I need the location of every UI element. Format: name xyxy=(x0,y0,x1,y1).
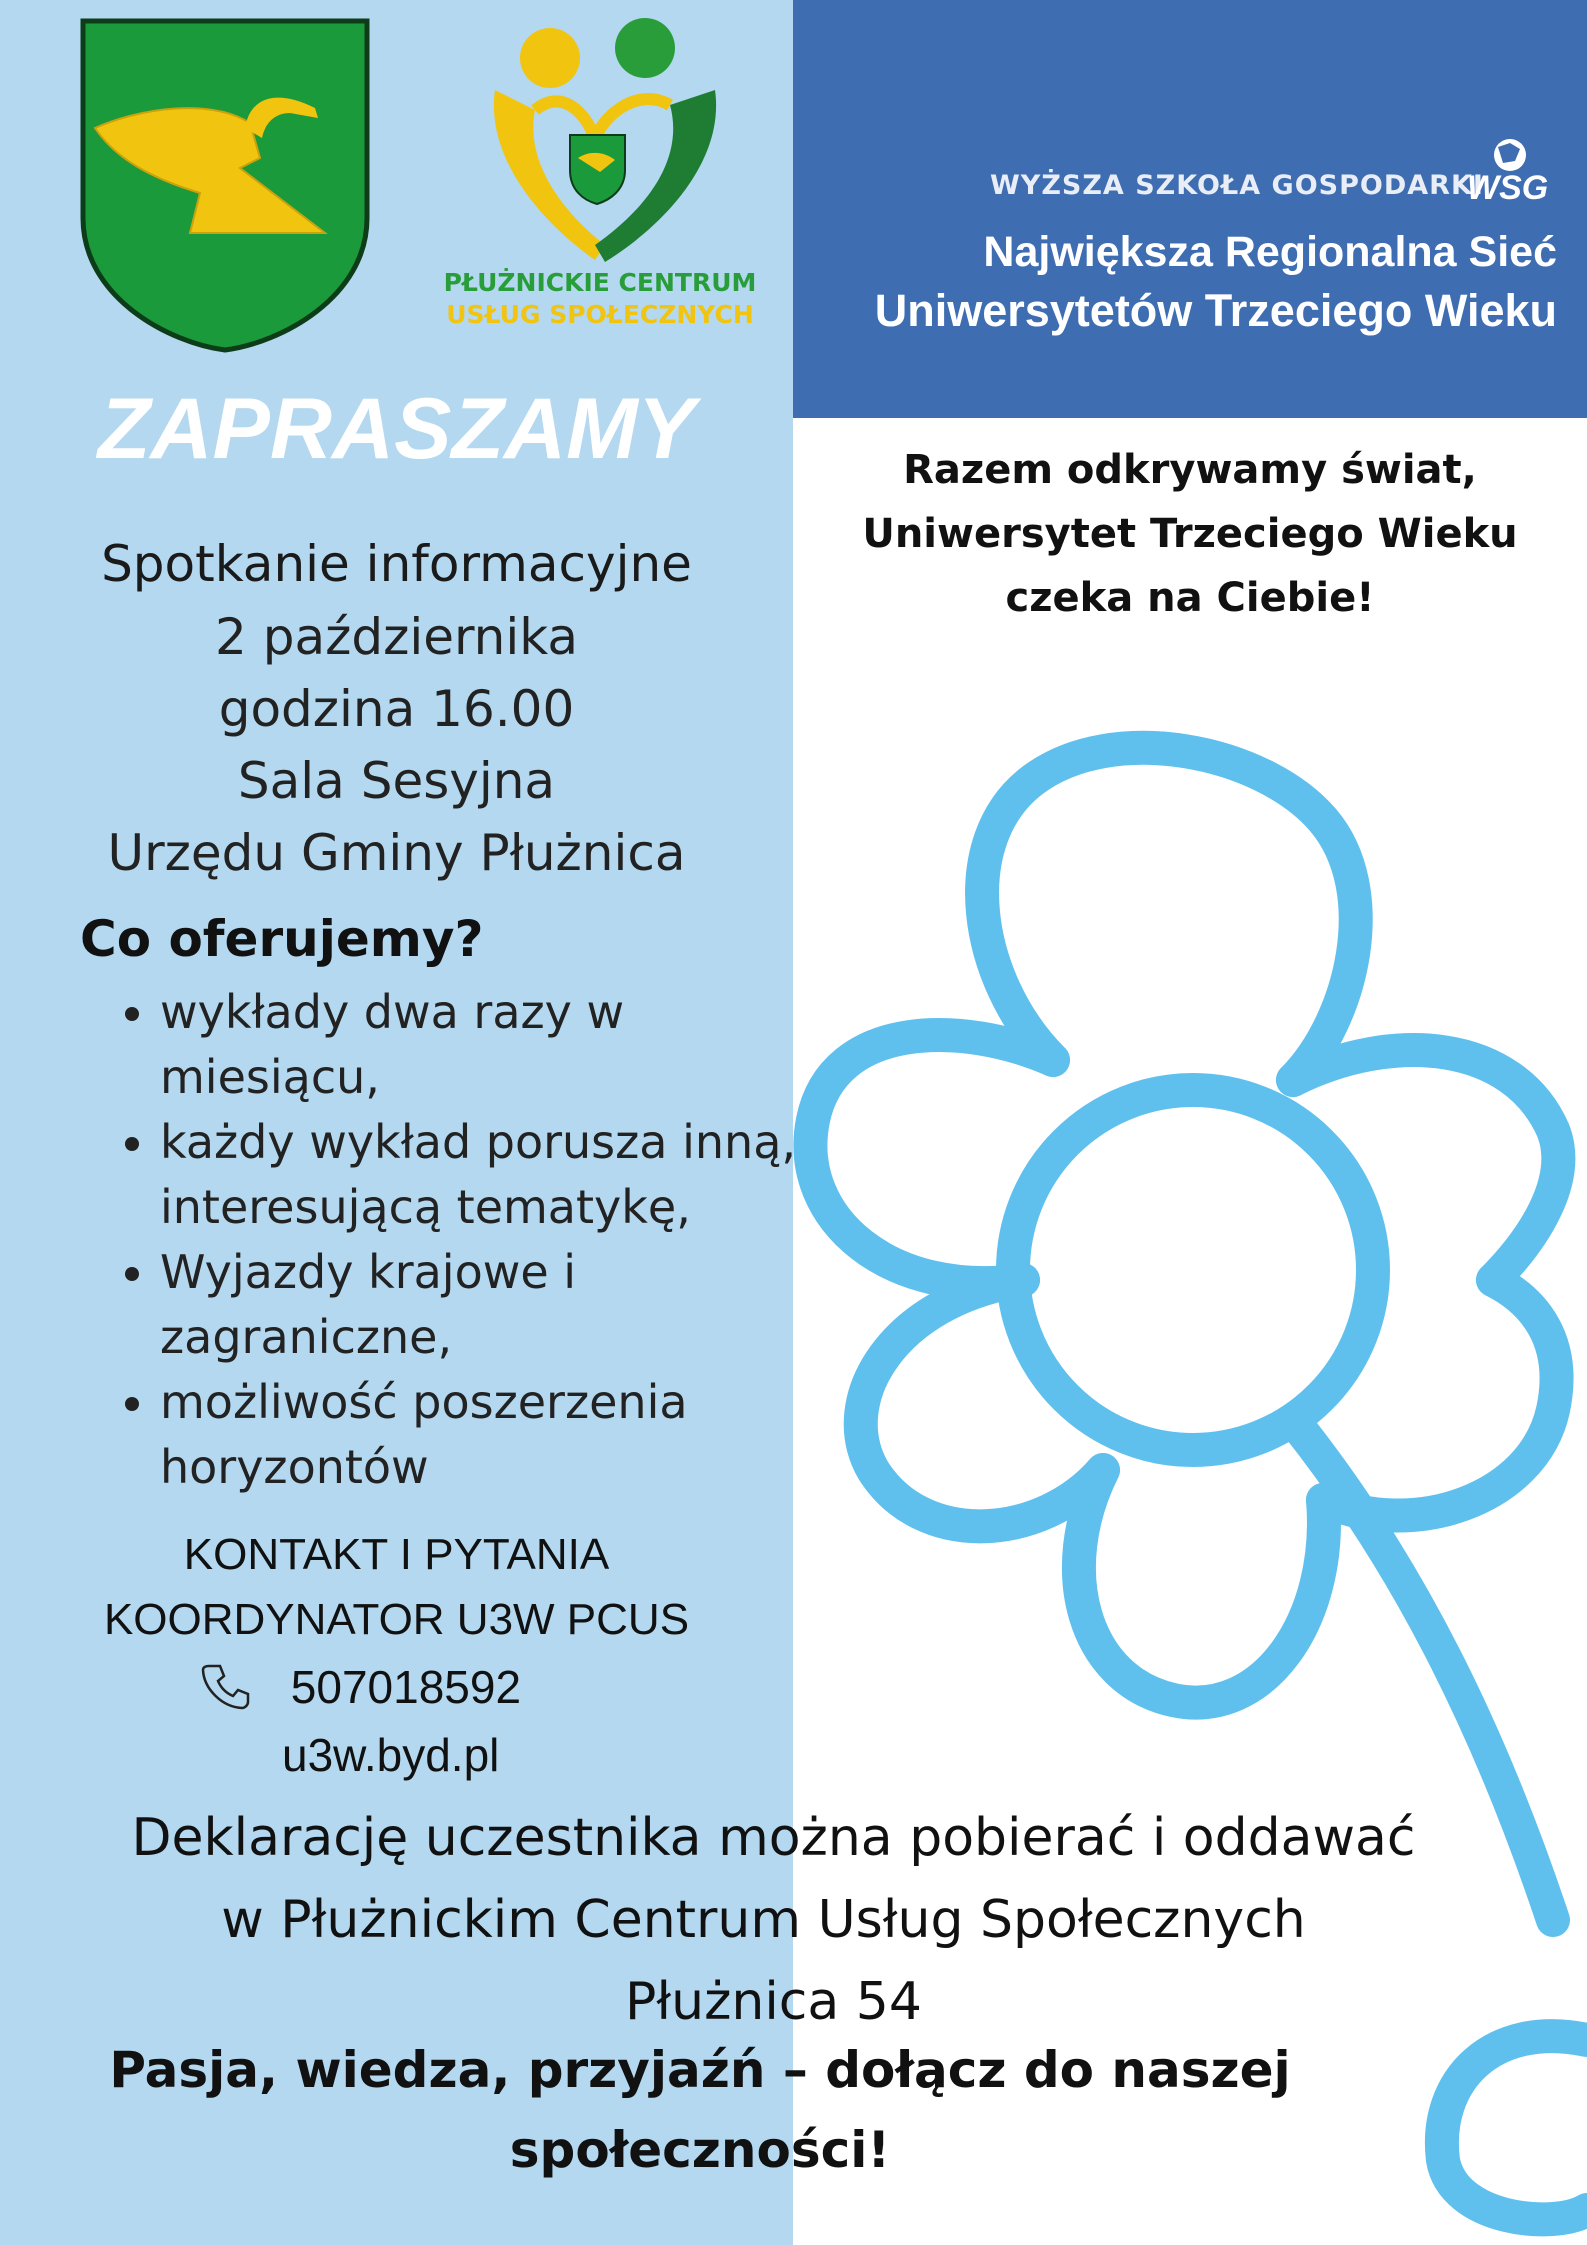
pluznica-coat-of-arms xyxy=(80,18,370,353)
contact-coordinator: KOORDYNATOR U3W PCUS xyxy=(103,1595,690,1644)
pcus-name-line2: USŁUG SPOŁECZNYCH xyxy=(446,300,754,329)
offer-item: • wykłady dwa razy w miesiącu, xyxy=(160,980,840,1110)
offer-item: • każdy wykład porusza inną, interesującą tematykę, xyxy=(160,1110,840,1240)
flower-petal-bottom xyxy=(1079,1470,1324,1703)
wsg-school-name: WYŻSZA SZKOŁA GOSPODARKI xyxy=(990,170,1484,201)
declaration-line2: w Płużnickim Centrum Usług Społecznych xyxy=(221,1890,1306,1950)
invite-heading: ZAPRASZAMY xyxy=(97,381,696,477)
declaration-line3: Płużnica 54 xyxy=(625,1972,922,2032)
contact-phone[interactable]: 507018592 xyxy=(290,1661,522,1713)
slogan-line2: społeczności! xyxy=(509,2121,891,2179)
meeting-date: 2 października xyxy=(215,608,578,666)
offer-item: • Wyjazdy krajowe i zagraniczne, xyxy=(160,1240,840,1370)
slogan xyxy=(80,2030,1320,2190)
pcus-name-line1: PŁUŻNICKIE CENTRUM xyxy=(443,268,757,297)
motto-line2: Uniwersytet Trzeciego Wieku xyxy=(862,511,1518,557)
flower-center xyxy=(1013,1090,1373,1450)
motto-line3: czeka na Ciebie! xyxy=(1005,575,1375,621)
meeting-time: godzina 16.00 xyxy=(218,680,575,738)
meeting-title: Spotkanie informacyjne xyxy=(101,535,692,593)
contact-title: KONTAKT I PYTANIA xyxy=(183,1530,610,1579)
declaration-line1: Deklarację uczestnika można pobierać i oddawać xyxy=(131,1808,1416,1868)
network-line2: Uniwersytetów Trzeciego Wieku xyxy=(874,285,1557,336)
meeting-place: Urzędu Gminy Płużnica xyxy=(107,824,686,882)
wsg-logo xyxy=(1465,135,1555,210)
offer-title: Co oferujemy? xyxy=(80,910,484,968)
phone-icon xyxy=(200,1660,260,1721)
motto xyxy=(810,438,1570,630)
slogan-line1: Pasja, wiedza, przyjaźń – dołącz do naszej xyxy=(109,2041,1291,2099)
wsg-badge-text: WSG xyxy=(1467,169,1549,207)
offer-item: • możliwość poszerzenia horyzontów xyxy=(160,1370,840,1500)
network-line1: Największa Regionalna Sieć xyxy=(983,228,1557,276)
meeting-room: Sala Sesyjna xyxy=(237,752,556,810)
flower-leaf xyxy=(1442,2036,1587,2219)
contact-phone-row xyxy=(200,1660,521,1721)
flower-petal-top xyxy=(982,748,1356,1080)
contact-website[interactable]: u3w.byd.pl xyxy=(282,1729,500,1781)
pcus-heart-logo xyxy=(475,10,725,265)
offer-list xyxy=(120,980,840,1500)
motto-line1: Razem odkrywamy świat, xyxy=(903,447,1477,493)
